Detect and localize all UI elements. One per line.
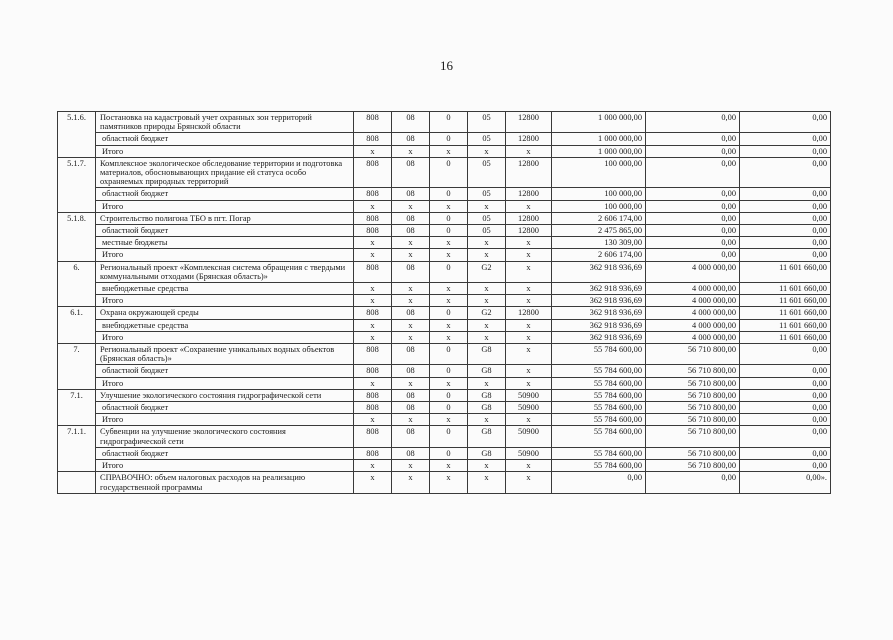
code-cell: х [392, 145, 430, 157]
amount-cell: 11 601 660,00 [740, 319, 831, 331]
amount-cell: 2 606 174,00 [552, 249, 646, 261]
description-cell: областной бюджет [96, 365, 354, 377]
code-cell: 808 [354, 402, 392, 414]
description-cell: Итого [96, 249, 354, 261]
table-body [58, 112, 831, 494]
code-cell: х [354, 331, 392, 343]
amount-cell: 0,00 [740, 344, 831, 365]
item-number-cell: 5.1.6. [58, 112, 96, 158]
code-cell: G8 [468, 389, 506, 401]
code-cell: х [392, 283, 430, 295]
description-cell: областной бюджет [96, 188, 354, 200]
table-row [58, 261, 831, 282]
code-cell: х [506, 283, 552, 295]
code-cell: 08 [392, 447, 430, 459]
amount-cell: 0,00 [740, 249, 831, 261]
code-cell: 12800 [506, 188, 552, 200]
description-cell: Улучшение экологического состояния гидрографической сети [96, 389, 354, 401]
code-cell: G8 [468, 426, 506, 447]
description-cell: Охрана окружающей среды [96, 307, 354, 319]
code-cell: 05 [468, 133, 506, 145]
code-cell: х [392, 237, 430, 249]
description-cell: Строительство полигона ТБО в пгт. Погар [96, 212, 354, 224]
amount-cell: 0,00 [740, 460, 831, 472]
item-number-cell: 5.1.8. [58, 212, 96, 261]
code-cell: х [392, 295, 430, 307]
description-cell: Итого [96, 414, 354, 426]
item-number-cell: 6.1. [58, 307, 96, 344]
code-cell: х [506, 331, 552, 343]
code-cell: 08 [392, 188, 430, 200]
amount-cell: 0,00 [646, 225, 740, 237]
table-row [58, 112, 831, 133]
table-row [58, 188, 831, 200]
amount-cell: 100 000,00 [552, 188, 646, 200]
code-cell: 808 [354, 157, 392, 188]
amount-cell: 100 000,00 [552, 200, 646, 212]
code-cell: х [506, 460, 552, 472]
amount-cell: 56 710 800,00 [646, 365, 740, 377]
code-cell: х [468, 283, 506, 295]
code-cell: 08 [392, 426, 430, 447]
amount-cell: 362 918 936,69 [552, 307, 646, 319]
code-cell: 808 [354, 112, 392, 133]
code-cell: 0 [430, 188, 468, 200]
amount-cell: 55 784 600,00 [552, 377, 646, 389]
amount-cell: 55 784 600,00 [552, 389, 646, 401]
amount-cell: 55 784 600,00 [552, 460, 646, 472]
code-cell: 08 [392, 365, 430, 377]
amount-cell: 0,00 [740, 402, 831, 414]
table-row [58, 447, 831, 459]
code-cell: х [430, 249, 468, 261]
code-cell: 0 [430, 447, 468, 459]
table-row [58, 331, 831, 343]
code-cell: х [354, 249, 392, 261]
code-cell: 08 [392, 133, 430, 145]
code-cell: х [506, 344, 552, 365]
amount-cell: 56 710 800,00 [646, 447, 740, 459]
description-cell: Субвенции на улучшение экологического состояния гидрографической сети [96, 426, 354, 447]
code-cell: х [354, 283, 392, 295]
code-cell: G8 [468, 402, 506, 414]
amount-cell: 0,00 [646, 249, 740, 261]
amount-cell: 0,00 [646, 188, 740, 200]
code-cell: х [354, 319, 392, 331]
amount-cell: 0,00 [646, 237, 740, 249]
amount-cell: 362 918 936,69 [552, 283, 646, 295]
table-row [58, 377, 831, 389]
description-cell: Итого [96, 460, 354, 472]
amount-cell: 0,00 [646, 145, 740, 157]
code-cell: 08 [392, 225, 430, 237]
table-row [58, 157, 831, 188]
code-cell: 12800 [506, 212, 552, 224]
amount-cell: 55 784 600,00 [552, 414, 646, 426]
table-row [58, 344, 831, 365]
amount-cell: 0,00 [740, 145, 831, 157]
code-cell: х [430, 200, 468, 212]
code-cell: х [430, 283, 468, 295]
item-number-cell: 5.1.7. [58, 157, 96, 212]
code-cell: 08 [392, 212, 430, 224]
amount-cell: 0,00 [740, 225, 831, 237]
description-cell: внебюджетные средства [96, 283, 354, 295]
code-cell: 08 [392, 389, 430, 401]
table-row [58, 283, 831, 295]
amount-cell: 56 710 800,00 [646, 377, 740, 389]
code-cell: х [354, 295, 392, 307]
amount-cell: 0,00 [646, 472, 740, 493]
code-cell: 808 [354, 133, 392, 145]
table-row [58, 212, 831, 224]
code-cell: х [468, 200, 506, 212]
code-cell: G2 [468, 307, 506, 319]
code-cell: 08 [392, 307, 430, 319]
code-cell: х [392, 460, 430, 472]
table-row [58, 402, 831, 414]
table-row [58, 237, 831, 249]
description-cell: внебюджетные средства [96, 319, 354, 331]
amount-cell: 362 918 936,69 [552, 331, 646, 343]
item-number-cell: 7. [58, 344, 96, 390]
amount-cell: 0,00 [740, 237, 831, 249]
code-cell: х [354, 460, 392, 472]
amount-cell: 56 710 800,00 [646, 344, 740, 365]
code-cell: 0 [430, 212, 468, 224]
code-cell: 05 [468, 225, 506, 237]
amount-cell: 0,00 [740, 133, 831, 145]
code-cell: 50900 [506, 402, 552, 414]
code-cell: х [354, 200, 392, 212]
table-row [58, 472, 831, 493]
amount-cell: 1 000 000,00 [552, 133, 646, 145]
amount-cell: 0,00 [740, 377, 831, 389]
code-cell: х [430, 472, 468, 493]
amount-cell: 0,00 [740, 389, 831, 401]
code-cell: х [430, 319, 468, 331]
code-cell: 50900 [506, 389, 552, 401]
code-cell: 08 [392, 402, 430, 414]
amount-cell: 56 710 800,00 [646, 402, 740, 414]
table-row [58, 307, 831, 319]
description-cell: областной бюджет [96, 402, 354, 414]
code-cell: х [392, 319, 430, 331]
amount-cell: 55 784 600,00 [552, 426, 646, 447]
amount-cell: 11 601 660,00 [740, 295, 831, 307]
amount-cell: 4 000 000,00 [646, 331, 740, 343]
code-cell: G2 [468, 261, 506, 282]
table-row [58, 145, 831, 157]
description-cell: Итого [96, 377, 354, 389]
code-cell: х [468, 295, 506, 307]
amount-cell: 0,00 [646, 200, 740, 212]
code-cell: х [468, 145, 506, 157]
amount-cell: 4 000 000,00 [646, 261, 740, 282]
code-cell: х [468, 331, 506, 343]
code-cell: х [430, 414, 468, 426]
table-row [58, 389, 831, 401]
code-cell: 0 [430, 389, 468, 401]
code-cell: 05 [468, 112, 506, 133]
item-number-cell [58, 472, 96, 493]
description-cell: Комплексное экологическое обследование территории и подготовка материалов, обосновывающих придание ей статуса особо охраняемых природных территорий [96, 157, 354, 188]
code-cell: х [506, 249, 552, 261]
code-cell: х [392, 472, 430, 493]
table-row [58, 225, 831, 237]
code-cell: х [506, 365, 552, 377]
code-cell: G8 [468, 365, 506, 377]
code-cell: х [468, 319, 506, 331]
table-row [58, 133, 831, 145]
description-cell: местные бюджеты [96, 237, 354, 249]
amount-cell: 1 000 000,00 [552, 145, 646, 157]
code-cell: 0 [430, 157, 468, 188]
description-cell: Итого [96, 331, 354, 343]
amount-cell: 56 710 800,00 [646, 414, 740, 426]
code-cell: х [506, 472, 552, 493]
budget-table [57, 111, 831, 494]
code-cell: х [354, 377, 392, 389]
code-cell: х [430, 377, 468, 389]
code-cell: х [392, 249, 430, 261]
table-row [58, 319, 831, 331]
code-cell: 808 [354, 389, 392, 401]
code-cell: х [468, 460, 506, 472]
amount-cell: 0,00 [740, 212, 831, 224]
table-row [58, 249, 831, 261]
description-cell: Региональный проект «Сохранение уникальных водных объектов (Брянская область)» [96, 344, 354, 365]
code-cell: х [430, 237, 468, 249]
code-cell: 808 [354, 225, 392, 237]
table-row [58, 365, 831, 377]
code-cell: х [468, 237, 506, 249]
code-cell: х [392, 414, 430, 426]
code-cell: х [506, 200, 552, 212]
amount-cell: 0,00 [740, 447, 831, 459]
code-cell: х [468, 414, 506, 426]
code-cell: 0 [430, 225, 468, 237]
code-cell: х [468, 377, 506, 389]
description-cell: областной бюджет [96, 133, 354, 145]
code-cell: 12800 [506, 225, 552, 237]
code-cell: 808 [354, 212, 392, 224]
description-cell: СПРАВОЧНО: объем налоговых расходов на реализацию государственной программы [96, 472, 354, 493]
code-cell: 808 [354, 261, 392, 282]
code-cell: 12800 [506, 133, 552, 145]
code-cell: 08 [392, 157, 430, 188]
code-cell: 0 [430, 261, 468, 282]
code-cell: 08 [392, 344, 430, 365]
amount-cell: 11 601 660,00 [740, 331, 831, 343]
amount-cell: 4 000 000,00 [646, 295, 740, 307]
amount-cell: 55 784 600,00 [552, 402, 646, 414]
code-cell: х [430, 331, 468, 343]
amount-cell: 0,00 [740, 112, 831, 133]
amount-cell: 0,00 [740, 365, 831, 377]
amount-cell: 4 000 000,00 [646, 319, 740, 331]
amount-cell: 56 710 800,00 [646, 460, 740, 472]
code-cell: х [506, 414, 552, 426]
code-cell: 808 [354, 426, 392, 447]
amount-cell: 56 710 800,00 [646, 426, 740, 447]
amount-cell: 130 309,00 [552, 237, 646, 249]
code-cell: G8 [468, 344, 506, 365]
code-cell: х [354, 145, 392, 157]
amount-cell: 0,00 [552, 472, 646, 493]
code-cell: 05 [468, 188, 506, 200]
code-cell: х [506, 237, 552, 249]
code-cell: 808 [354, 344, 392, 365]
amount-cell: 55 784 600,00 [552, 344, 646, 365]
description-cell: областной бюджет [96, 225, 354, 237]
description-cell: Постановка на кадастровый учет охранных зон территорий памятников природы Брянской области [96, 112, 354, 133]
amount-cell: 11 601 660,00 [740, 261, 831, 282]
table-row [58, 200, 831, 212]
code-cell: х [430, 460, 468, 472]
code-cell: 50900 [506, 447, 552, 459]
code-cell: 12800 [506, 112, 552, 133]
item-number-cell: 6. [58, 261, 96, 307]
amount-cell: 0,00 [740, 426, 831, 447]
code-cell: х [392, 377, 430, 389]
code-cell: х [354, 472, 392, 493]
amount-cell: 362 918 936,69 [552, 295, 646, 307]
amount-cell: 2 475 865,00 [552, 225, 646, 237]
code-cell: 0 [430, 112, 468, 133]
code-cell: 05 [468, 157, 506, 188]
code-cell: 12800 [506, 157, 552, 188]
item-number-cell: 7.1.1. [58, 426, 96, 472]
code-cell: х [468, 472, 506, 493]
code-cell: х [430, 295, 468, 307]
description-cell: Итого [96, 200, 354, 212]
code-cell: 08 [392, 112, 430, 133]
amount-cell: 362 918 936,69 [552, 319, 646, 331]
amount-cell: 362 918 936,69 [552, 261, 646, 282]
code-cell: 50900 [506, 426, 552, 447]
amount-cell: 11 601 660,00 [740, 307, 831, 319]
code-cell: х [506, 261, 552, 282]
code-cell: х [354, 414, 392, 426]
code-cell: х [468, 249, 506, 261]
code-cell: 12800 [506, 307, 552, 319]
code-cell: 808 [354, 447, 392, 459]
code-cell: 08 [392, 261, 430, 282]
amount-cell: 0,00 [740, 157, 831, 188]
amount-cell: 0,00 [646, 112, 740, 133]
code-cell: х [430, 145, 468, 157]
code-cell: 808 [354, 365, 392, 377]
amount-cell: 0,00 [646, 157, 740, 188]
code-cell: х [506, 145, 552, 157]
amount-cell: 55 784 600,00 [552, 447, 646, 459]
description-cell: областной бюджет [96, 447, 354, 459]
amount-cell: 0,00 [740, 200, 831, 212]
code-cell: 0 [430, 133, 468, 145]
code-cell: х [354, 237, 392, 249]
table-row [58, 460, 831, 472]
code-cell: х [392, 200, 430, 212]
amount-cell: 4 000 000,00 [646, 283, 740, 295]
code-cell: 0 [430, 402, 468, 414]
amount-cell: 0,00 [740, 188, 831, 200]
amount-cell: 56 710 800,00 [646, 389, 740, 401]
amount-cell: 1 000 000,00 [552, 112, 646, 133]
description-cell: Региональный проект «Комплексная система обращения с твердыми коммунальными отходами (Брянская область)» [96, 261, 354, 282]
table-row [58, 426, 831, 447]
code-cell: 0 [430, 307, 468, 319]
amount-cell: 0,00». [740, 472, 831, 493]
table-row [58, 414, 831, 426]
code-cell: х [506, 377, 552, 389]
code-cell: х [506, 319, 552, 331]
code-cell: 05 [468, 212, 506, 224]
amount-cell: 55 784 600,00 [552, 365, 646, 377]
amount-cell: 4 000 000,00 [646, 307, 740, 319]
code-cell: 0 [430, 365, 468, 377]
code-cell: х [506, 295, 552, 307]
code-cell: 808 [354, 188, 392, 200]
amount-cell: 11 601 660,00 [740, 283, 831, 295]
amount-cell: 0,00 [646, 133, 740, 145]
amount-cell: 0,00 [740, 414, 831, 426]
code-cell: 0 [430, 344, 468, 365]
amount-cell: 0,00 [646, 212, 740, 224]
description-cell: Итого [96, 145, 354, 157]
code-cell: 0 [430, 426, 468, 447]
table-row [58, 295, 831, 307]
page-number: 16 [440, 58, 453, 73]
code-cell: G8 [468, 447, 506, 459]
amount-cell: 2 606 174,00 [552, 212, 646, 224]
amount-cell: 100 000,00 [552, 157, 646, 188]
code-cell: 808 [354, 307, 392, 319]
description-cell: Итого [96, 295, 354, 307]
code-cell: х [392, 331, 430, 343]
item-number-cell: 7.1. [58, 389, 96, 426]
